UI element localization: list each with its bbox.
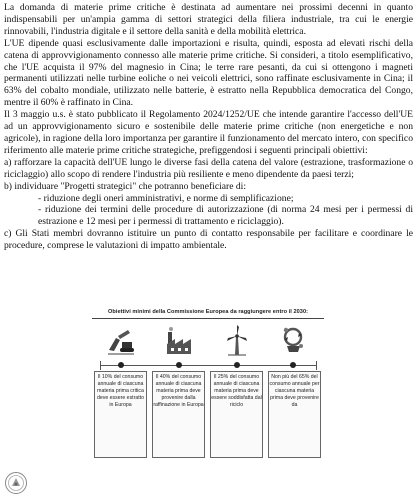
timeline-marker	[176, 362, 182, 368]
timeline-marker	[290, 362, 296, 368]
infographic-divider	[92, 318, 324, 319]
target-box-recycling: Il 25% del consumo annuale di ciascuna materia prima deve essere soddisfatta dal riciclo	[210, 371, 263, 458]
seal-logo	[4, 470, 28, 496]
infographic-title: Obiettivi minimi della Commissione Europea da raggiungere entro il 2030:	[107, 309, 309, 315]
paragraph-dependency: L'UE dipende quasi esclusivamente dalle importazioni e risulta, quindi, esposta ad elevati rischi della catena di approvvigionamento connesso alle materie prime critiche. Si consideri, a titolo esemplificativo, che l'UE acquista il 97% del magnesio in Cina; le terre rare pesanti, da cui si ottengono i magneti permanenti utilizzati nelle turbine eoliche o nei veicoli elettrici, sono raffinate esclusivamente in Cina; il 63% del cobalto mondiale, utilizzato nelle batterie, è estratto nella Repubblica democratica del Congo, mentre il 60% è raffinato in Cina.	[4, 37, 413, 109]
mining-excavator-icon	[106, 324, 136, 358]
objective-b: b) individuare "Progetti strategici" che potranno beneficiare di:	[4, 180, 246, 192]
targets-infographic	[92, 308, 324, 458]
factory-icon	[164, 324, 194, 358]
infographic-icon-row	[92, 321, 324, 376]
paragraph-demand: La domanda di materie prime critiche è destinata ad aumentare nei prossimi decenni in quanto indispensabili per un'ampia gamma di settori strategici della filiera industriale, tra cui le energie rinnovabili, l'industria digitale e il settore della sanità e della mobilità elettrica.	[4, 2, 413, 37]
timeline-tick	[316, 361, 317, 370]
timeline-marker	[118, 362, 124, 368]
target-box-extraction: Il 10% del consumo annuale di ciascuna materia prima critica deve essere estratto in Europa	[94, 371, 147, 458]
objective-b-item-1: - riduzione degli oneri amministrativi, e norme di semplificazione;	[38, 192, 294, 204]
document-body	[4, 2, 413, 252]
objective-a: a) rafforzare la capacità dell'UE lungo le diverse fasi della catena del valore (estrazione, trasformazione o riciclaggio) allo scopo di rendere l'industria più resiliente e meno dipendente da paesi terzi;	[4, 156, 413, 180]
timeline-marker	[234, 362, 240, 368]
recycling-icon	[278, 324, 308, 358]
wind-turbine-icon	[222, 324, 252, 358]
target-box-refining: Il 40% del consumo annuale di ciascuna materia prima deve provenire dalla raffinazione in Europa	[152, 371, 205, 458]
target-box-diversification: Non più del 65% del consumo annuale per ciascuna materia prima deve provenire da	[268, 371, 321, 458]
objective-c: c) Gli Stati membri dovranno istituire un punto di contatto responsabile per facilitare e coordinare le procedure, comprese le valutazioni di impatto ambientale.	[4, 228, 413, 252]
timeline-tick	[100, 361, 101, 370]
paragraph-regulation: Il 3 maggio u.s. è stato pubblicato il Regolamento 2024/1252/UE che intende garantire l'accesso dell'UE ad un approvvigionamento sicuro e sostenibile delle materie prime critiche (non energetiche e non agricole), in ragione della loro importanza per garantire il funzionamento del mercato intero, con specifico riferimento alle materie prime critiche strategiche, prefiggendosi i seguenti principali obiettivi:	[4, 109, 413, 156]
infographic-timeline	[100, 365, 316, 366]
objective-b-item-2: - riduzione dei termini delle procedure di autorizzazione (di norma 24 mesi per i permessi di estrazione e 12 mesi per i permessi di trattamento e riciclaggio).	[38, 204, 413, 228]
